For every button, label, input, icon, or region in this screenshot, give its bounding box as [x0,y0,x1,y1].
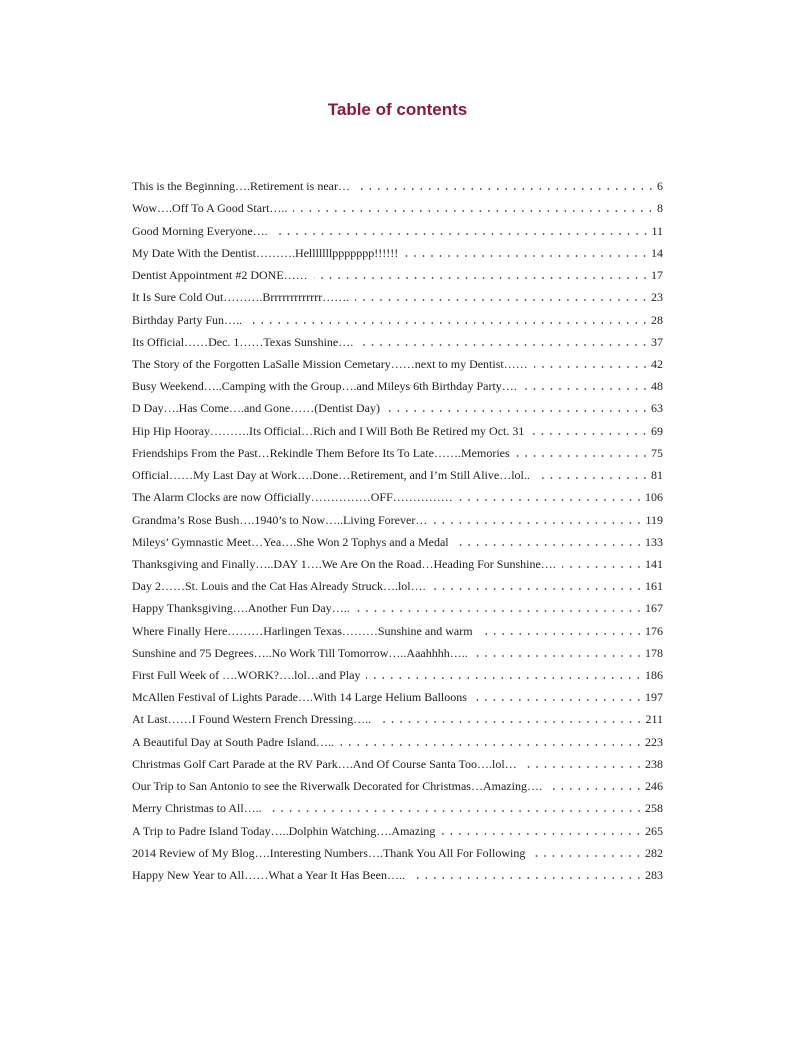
toc-entry[interactable] [132,527,663,549]
toc-entry[interactable] [132,726,663,748]
dot-leader [523,379,649,393]
toc-entry[interactable] [132,393,663,415]
dot-leader [474,646,643,660]
dot-leader [377,712,643,726]
toc-entry-title: At Last……I Found Western French Dressing….. [132,712,372,727]
toc-entry-title: Official……My Last Day at Work….Done…Retirement, and I’m Still Alive…lol.. [132,468,530,483]
toc-entry-title: Christmas Golf Cart Parade at the RV Park….And Of Course Santa Too….lol… [132,756,517,771]
dot-leader [356,179,655,193]
toc-entry-title: Hip Hip Hooray……….Its Official…Rich and I Will Both Be Retired my Oct. 31 [132,423,525,438]
dot-leader [473,690,643,704]
dot-leader [268,801,643,815]
toc-entry-page: 81 [651,468,663,483]
dot-leader [433,513,643,527]
toc-entry-title: A Beautiful Day at South Padre Island….. [132,734,334,749]
toc-entry-page: 178 [645,645,663,660]
dot-leader [340,735,643,749]
toc-entry-page: 246 [645,779,663,794]
toc-entry-page: 17 [651,268,663,283]
toc-entry[interactable] [132,749,663,771]
toc-entry-title: Its Official……Dec. 1……Texas Sunshine…. [132,334,354,349]
toc-entry[interactable] [132,371,663,393]
toc-entry[interactable] [132,771,663,793]
toc-entry-page: 283 [645,868,663,882]
toc-entry[interactable] [132,260,663,282]
toc-entry[interactable] [132,860,663,882]
dot-leader [562,557,643,571]
toc-entry-title: Our Trip to San Antonio to see the Riverwalk Decorated for Christmas…Amazing…. [132,779,542,794]
toc-entry[interactable] [132,304,663,326]
toc-entry-title: Grandma’s Rose Bush….1940’s to Now…..Living Forever… [132,512,428,527]
toc-entry[interactable] [132,704,663,726]
toc-entry-page: 11 [651,223,663,238]
toc-entry[interactable] [132,327,663,349]
toc-entry-page: 238 [645,756,663,771]
toc-entry-page: 14 [651,245,663,260]
toc-entry-title: First Full Week of ….WORK?….lol…and Play [132,668,361,683]
dot-leader [386,401,649,415]
dot-leader [523,757,643,771]
dot-leader [459,490,643,504]
toc-entry-title: The Story of the Forgotten LaSalle Mission Cemetary……next to my Dentist…… [132,356,528,371]
dot-leader [441,824,643,838]
toc-entry-page: 48 [651,379,663,394]
toc-entry-title: Merry Christmas to All….. [132,801,262,816]
toc-entry-title: Friendships From the Past…Rekindle Them Before Its To Late…….Memories [132,445,510,460]
toc-entry-title: Wow….Off To A Good Start….. [132,201,288,216]
toc-entry-title: Day 2……St. Louis and the Cat Has Already Struck….lol…. [132,579,426,594]
dot-leader [359,335,649,349]
toc-entry-page: 106 [645,490,663,505]
toc-entry-title: Dentist Appointment #2 DONE…… [132,268,308,283]
dot-leader [530,424,649,438]
dot-leader [534,357,649,371]
toc-entry-title: My Date With the Dentist……….Helllllllppppppp!!!!!! [132,245,399,260]
toc-entry-page: 282 [645,845,663,860]
toc-entry-page: 211 [645,712,663,727]
toc-entry[interactable] [132,460,663,482]
toc-entry-title: Good Morning Everyone…. [132,223,268,238]
toc-entry-page: 23 [651,290,663,305]
toc-entry-title: This is the Beginning….Retirement is near… [132,179,350,194]
toc-entry-page: 6 [657,179,663,194]
toc-entry-title: It Is Sure Cold Out……….Brrrrrrrrrrrrr……. [132,290,350,305]
toc-entry[interactable] [132,349,663,371]
toc-entry-page: 176 [645,623,663,638]
toc-entry-title: D Day….Has Come….and Gone……(Dentist Day) [132,401,380,416]
toc-entry-page: 141 [645,556,663,571]
toc-entry[interactable] [132,193,663,215]
toc-entry[interactable] [132,838,663,860]
toc-entry[interactable] [132,238,663,260]
toc-entry-title: McAllen Festival of Lights Parade….With 14 Large Helium Balloons [132,690,467,705]
toc-entry-title: Where Finally Here………Harlingen Texas………Sunshine and warm [132,623,473,638]
toc-entry-title: The Alarm Clocks are now Officially……………OFF…………… [132,490,453,505]
toc-entry[interactable] [132,215,663,237]
dot-leader [432,579,643,593]
dot-leader [411,868,643,882]
toc-entry-title: 2014 Review of My Blog….Interesting Numbers….Thank You All For Following [132,845,526,860]
toc-entry-page: 223 [645,734,663,749]
toc-entry[interactable] [132,171,663,193]
toc-entry[interactable] [132,682,663,704]
toc-entry-title: Thanksgiving and Finally…..DAY 1….We Are On the Road…Heading For Sunshine…. [132,556,556,571]
table-of-contents [132,171,663,882]
dot-leader [293,201,655,215]
dot-leader [314,268,649,282]
dot-leader [355,290,649,304]
dot-leader [479,624,643,638]
toc-entry-page: 69 [651,423,663,438]
dot-leader [356,601,643,615]
toc-entry[interactable] [132,638,663,660]
toc-entry[interactable] [132,660,663,682]
toc-entry[interactable] [132,504,663,526]
dot-leader [404,246,649,260]
toc-entry-page: 133 [645,534,663,549]
toc-entry[interactable] [132,615,663,637]
toc-entry[interactable] [132,593,663,615]
toc-entry[interactable] [132,415,663,437]
toc-entry-title: Mileys’ Gymnastic Meet…Yea….She Won 2 Tophys and a Medal [132,534,449,549]
toc-entry-page: 37 [651,334,663,349]
toc-entry[interactable] [132,571,663,593]
toc-entry[interactable] [132,482,663,504]
toc-entry[interactable] [132,815,663,837]
toc-entry-title: Sunshine and 75 Degrees…..No Work Till Tomorrow…..Aaahhhh….. [132,645,468,660]
toc-entry[interactable] [132,549,663,571]
toc-entry-title: Busy Weekend…..Camping with the Group….and Mileys 6th Birthday Party…. [132,379,517,394]
toc-entry-page: 75 [651,445,663,460]
toc-entry-title: Birthday Party Fun….. [132,312,242,327]
dot-leader [536,468,649,482]
toc-entry-page: 42 [651,356,663,371]
toc-entry-page: 161 [645,579,663,594]
toc-entry-page: 167 [645,601,663,616]
toc-entry[interactable] [132,438,663,460]
toc-entry-page: 119 [645,512,663,527]
toc-entry-page: 8 [657,201,663,216]
toc-entry-page: 265 [645,823,663,838]
toc-entry[interactable] [132,282,663,304]
toc-entry-page: 197 [645,690,663,705]
dot-leader [248,313,649,327]
toc-entry-page: 258 [645,801,663,816]
toc-entry-title: Happy New Year to All……What a Year It Has Been….. [132,868,405,882]
dot-leader [366,668,643,682]
toc-entry-page: 63 [651,401,663,416]
dot-leader [531,846,643,860]
dot-leader [455,535,643,549]
toc-entry[interactable] [132,793,663,815]
dot-leader [274,224,650,238]
toc-entry-page: 186 [645,668,663,683]
toc-entry-page: 28 [651,312,663,327]
page-title: Table of contents [327,100,468,119]
dot-leader [516,446,649,460]
dot-leader [548,779,643,793]
toc-entry-title: A Trip to Padre Island Today…..Dolphin Watching….Amazing [132,823,436,838]
toc-entry-title: Happy Thanksgiving….Another Fun Day….. [132,601,350,616]
